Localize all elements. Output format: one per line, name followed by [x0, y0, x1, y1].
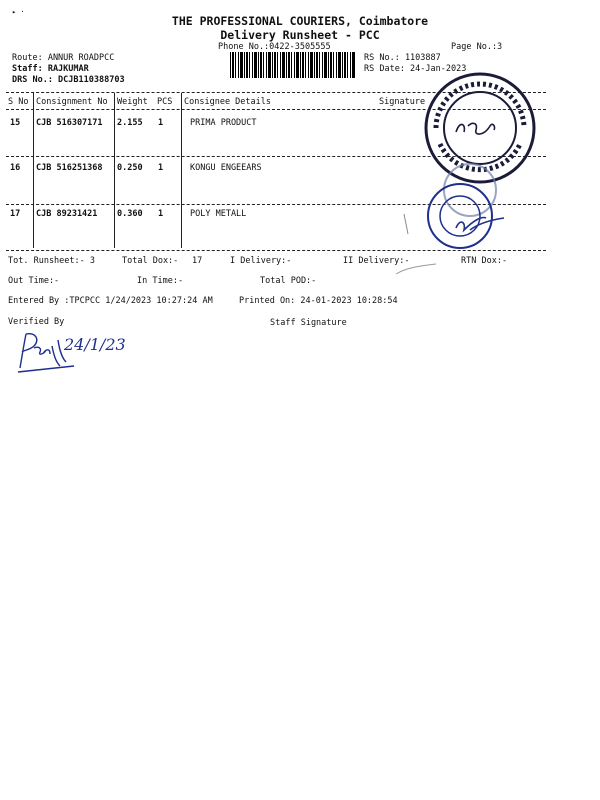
- company-name: THE PROFESSIONAL COURIERS, Coimbatore: [171, 14, 429, 28]
- rs-number: RS No.: 1103887: [364, 53, 441, 63]
- verified-signature-icon: [14, 326, 126, 376]
- row-consignment: CJB 516251368: [36, 163, 103, 173]
- pen-stroke-icon: [392, 258, 442, 278]
- drs-number: DRS No.: DCJB110388703: [12, 75, 125, 85]
- column-header-weight: Weight: [117, 97, 148, 107]
- entered-by: Entered By :TPCPCC 1/24/2023 10:27:24 AM: [8, 296, 213, 306]
- row-weight: 0.360: [117, 209, 143, 219]
- total-dox-label: Total Dox:-: [122, 256, 179, 266]
- column-divider: [114, 93, 115, 248]
- row-weight: 0.250: [117, 163, 143, 173]
- column-header-sno: S No: [8, 97, 29, 107]
- document-title: Delivery Runsheet - PCC: [220, 28, 380, 42]
- column-divider: [181, 93, 182, 248]
- column-header-signature: Signature: [379, 97, 426, 107]
- page-number: Page No.:3: [451, 42, 503, 52]
- first-delivery: I Delivery:-: [230, 256, 292, 266]
- row-consignee: PRIMA PRODUCT: [190, 118, 257, 128]
- column-header-pcs: PCS: [157, 97, 173, 107]
- second-delivery: II Delivery:-: [343, 256, 410, 266]
- staff-label: Staff: RAJKUMAR: [12, 64, 89, 74]
- row-consignment: CJB 89231421: [36, 209, 98, 219]
- verified-by-label: Verified By: [8, 317, 65, 327]
- barcode: [230, 52, 356, 78]
- rs-date: RS Date: 24-Jan-2023: [364, 64, 467, 74]
- row-sno: 15: [10, 118, 21, 128]
- column-header-consignee: Consignee Details: [184, 97, 271, 107]
- row-consignee: POLY METALL: [190, 209, 247, 219]
- row-consignee: KONGU ENGEEARS: [190, 163, 262, 173]
- row-pcs: 1: [158, 163, 164, 173]
- phone-number: Phone No.:0422-3505555: [218, 42, 331, 52]
- row-pcs: 1: [158, 118, 164, 128]
- tick-mark-icon: [400, 210, 420, 240]
- total-dox-value: 17: [192, 256, 203, 266]
- return-dox: RTN Dox:-: [461, 256, 508, 266]
- row-weight: 2.155: [117, 118, 143, 128]
- row-sno: 16: [10, 163, 21, 173]
- total-pod: Total POD:-: [260, 276, 317, 286]
- corner-mark-icon: ▸ ·: [12, 8, 25, 16]
- staff-signature-label: Staff Signature: [270, 318, 347, 328]
- column-header-consignment: Consignment No: [36, 97, 108, 107]
- printed-on: Printed On: 24-01-2023 10:28:54: [239, 296, 398, 306]
- delivery-stamp-icon: [420, 160, 530, 255]
- handwritten-date: 24/1/23: [64, 335, 126, 354]
- route-label: Route: ANNUR ROADPCC: [12, 53, 115, 63]
- total-runsheet: Tot. Runsheet:- 3: [8, 256, 95, 266]
- row-consignment: CJB 516307171: [36, 118, 103, 128]
- in-time: In Time:-: [137, 276, 184, 286]
- row-pcs: 1: [158, 209, 164, 219]
- out-time: Out Time:-: [8, 276, 60, 286]
- column-divider: [33, 93, 34, 248]
- row-sno: 17: [10, 209, 21, 219]
